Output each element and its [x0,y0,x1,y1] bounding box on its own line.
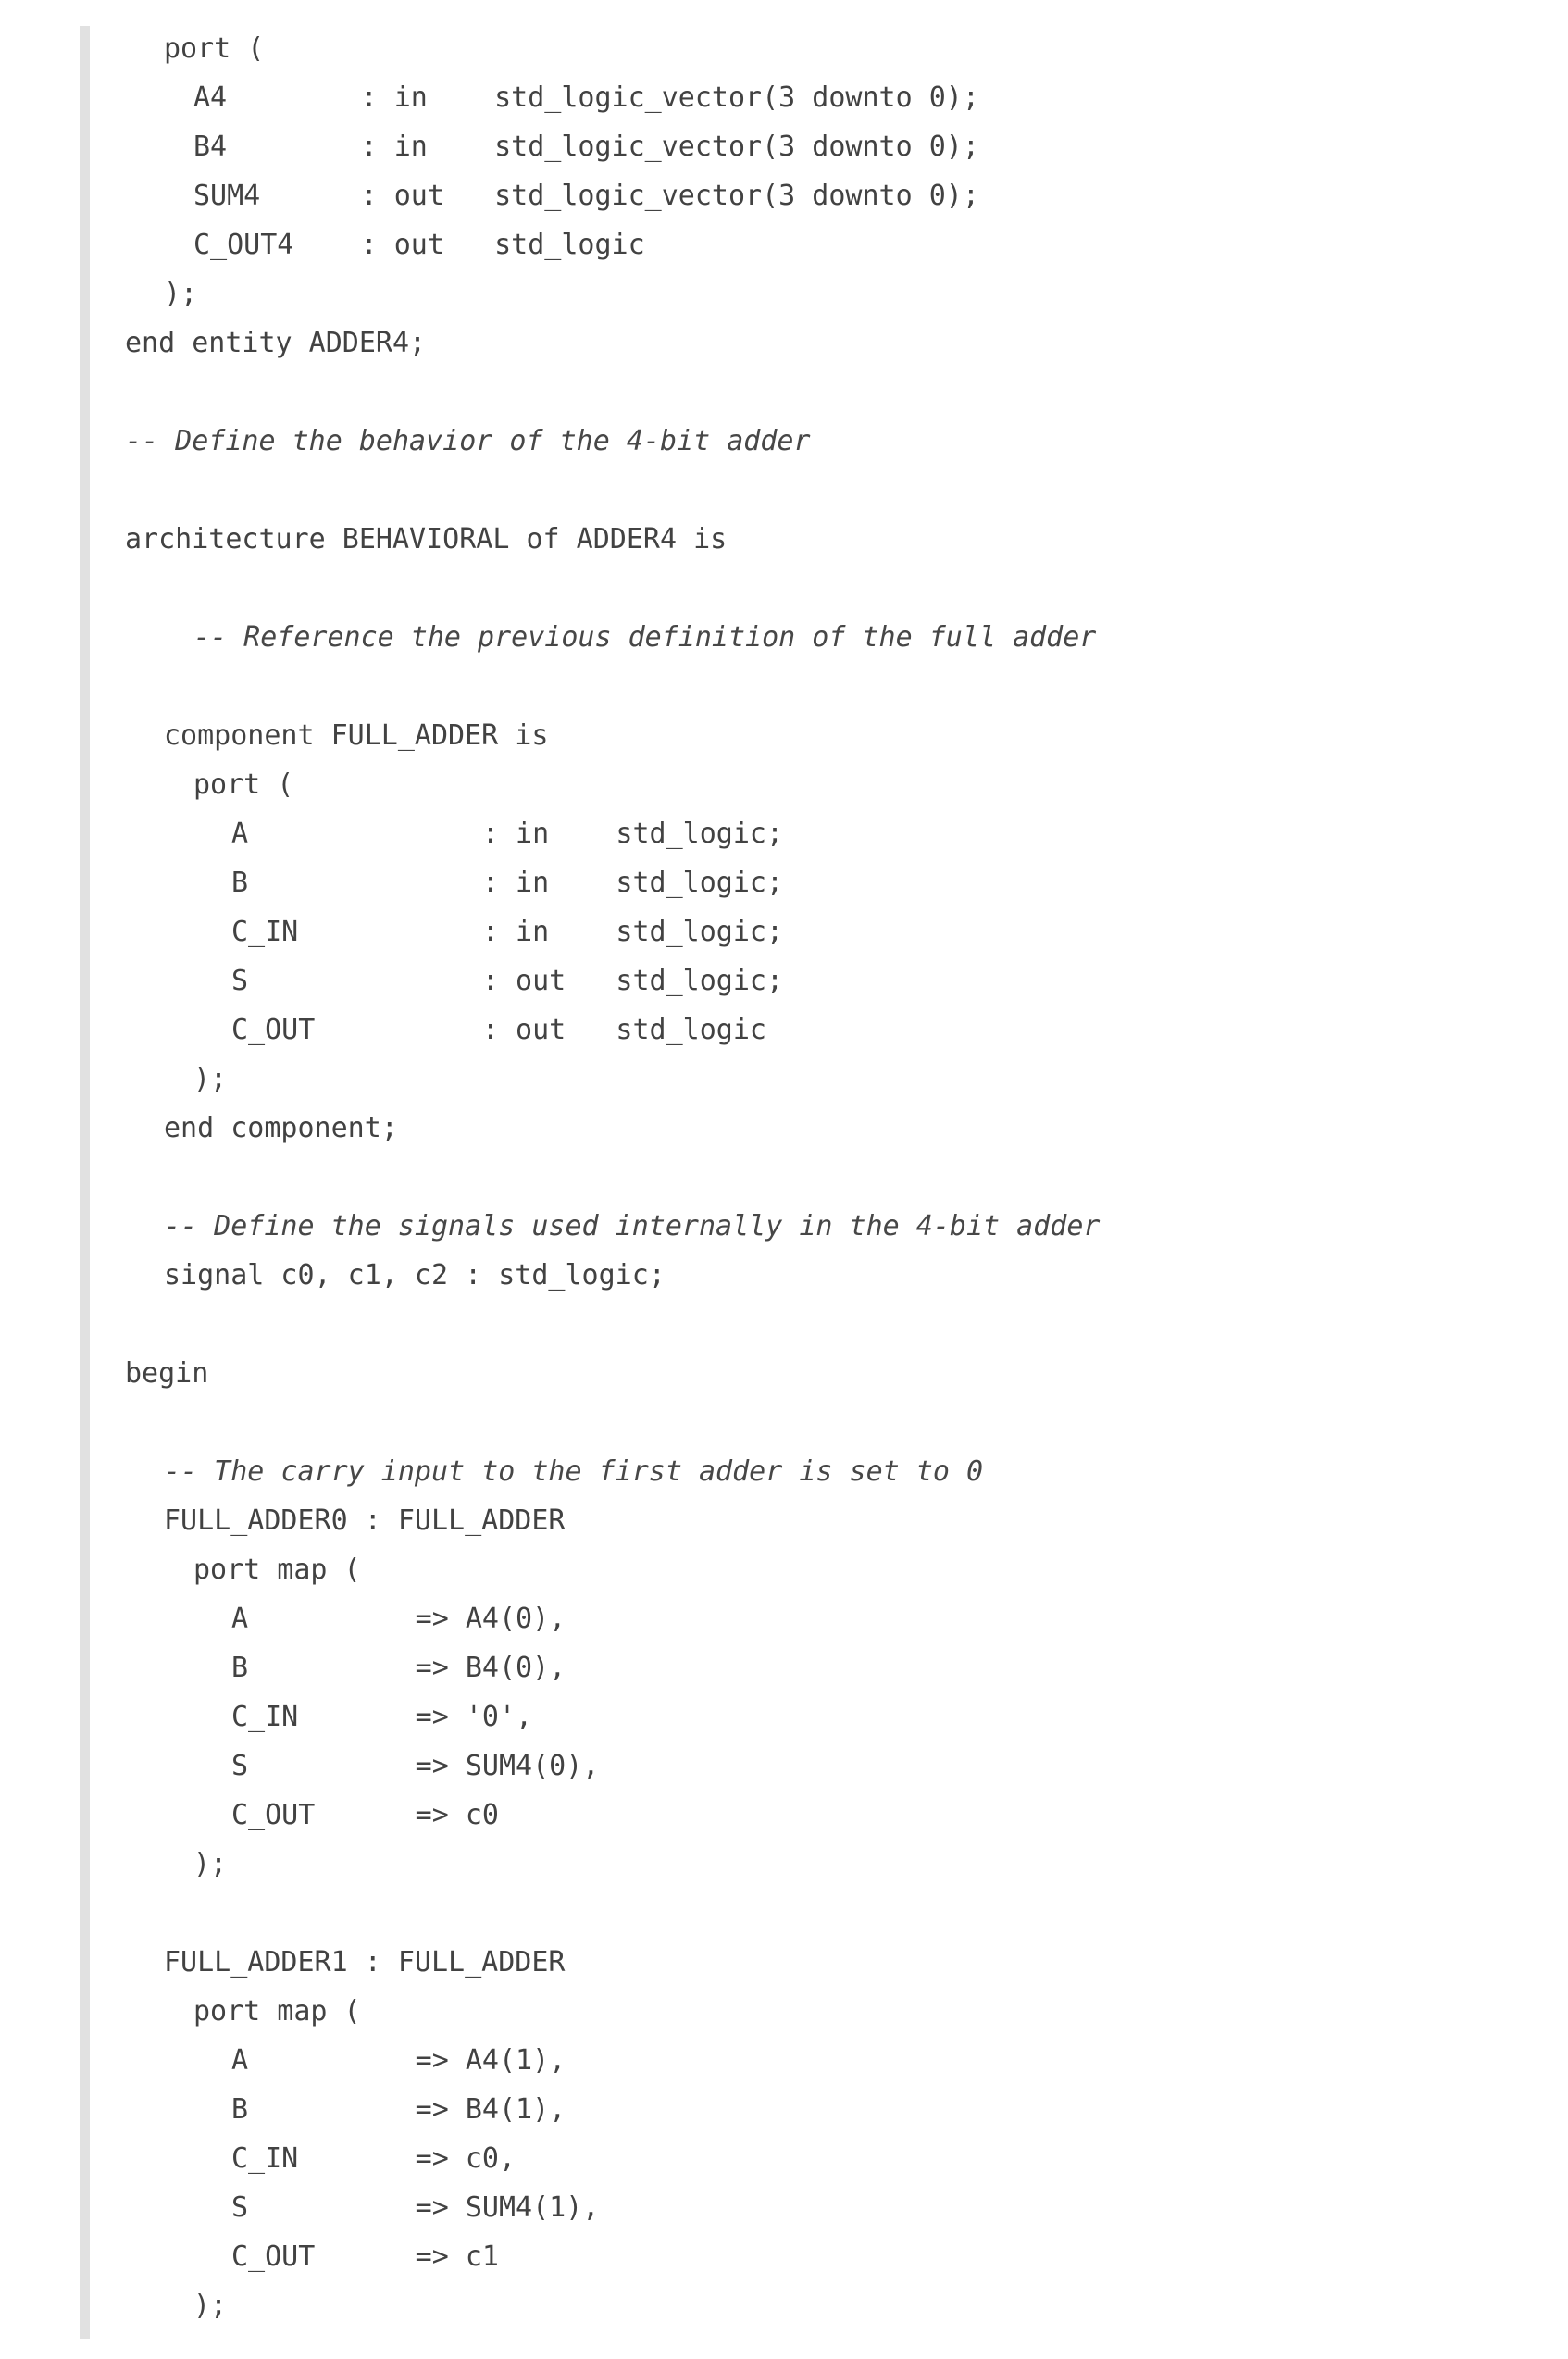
code-line: A : in std_logic; [231,818,784,850]
code-blank-line [0,1300,1100,1349]
code-line: begin [125,1357,209,1390]
code-line: -- Reference the previous definition of the full adder [193,621,1097,654]
code-line: C_OUT4 : out std_logic [193,229,645,261]
code-line: C_OUT : out std_logic [231,1014,766,1046]
code-line: C_OUT => c1 [231,2240,499,2273]
code-line: component FULL_ADDER is [164,719,549,752]
code-line: port map ( [193,1554,361,1586]
code-line: port ( [164,32,265,65]
code-line: C_IN => c0, [231,2142,516,2175]
code-line: S => SUM4(0), [231,1750,600,1782]
code-blank-line [0,564,1100,613]
code-line: ); [193,1848,228,1880]
code-line: B : in std_logic; [231,867,784,899]
code-line: -- Define the signals used internally in the 4-bit adder [164,1210,1101,1242]
code-line: end entity ADDER4; [125,327,427,359]
code-blank-line [0,1889,1100,1938]
code-line: S : out std_logic; [231,965,784,997]
code-line: FULL_ADDER0 : FULL_ADDER [164,1504,566,1537]
code-line: -- The carry input to the first adder is set to 0 [164,1455,984,1488]
code-line: ); [193,2290,228,2322]
code-line: C_IN => '0', [231,1701,533,1733]
code-line: A4 : in std_logic_vector(3 downto 0); [193,81,979,114]
code-blank-line [0,466,1100,515]
code-blank-line [0,1398,1100,1447]
code-line: FULL_ADDER1 : FULL_ADDER [164,1946,566,1978]
code-line: B4 : in std_logic_vector(3 downto 0); [193,131,979,163]
code-line: ); [193,1063,228,1095]
code-line: B => B4(0), [231,1652,566,1684]
code-line: end component; [164,1112,398,1144]
code-blank-line [0,368,1100,417]
code-line: A => A4(1), [231,2044,566,2077]
code-line: S => SUM4(1), [231,2191,600,2224]
code-line: port ( [193,768,294,801]
code-line: port map ( [193,1995,361,2028]
code-blank-line [0,662,1100,711]
code-line: signal c0, c1, c2 : std_logic; [164,1259,666,1292]
code-line: C_OUT => c0 [231,1799,499,1831]
code-line: -- Define the behavior of the 4-bit adder [125,425,811,457]
code-line: architecture BEHAVIORAL of ADDER4 is [125,523,728,555]
code-line: SUM4 : out std_logic_vector(3 downto 0); [193,180,979,212]
code-line: C_IN : in std_logic; [231,916,784,948]
code-line: B => B4(1), [231,2093,566,2126]
code-line: ); [164,278,198,310]
code-line: A => A4(0), [231,1603,566,1635]
vhdl-code-block [0,24,1100,2330]
code-blank-line [0,1153,1100,1202]
